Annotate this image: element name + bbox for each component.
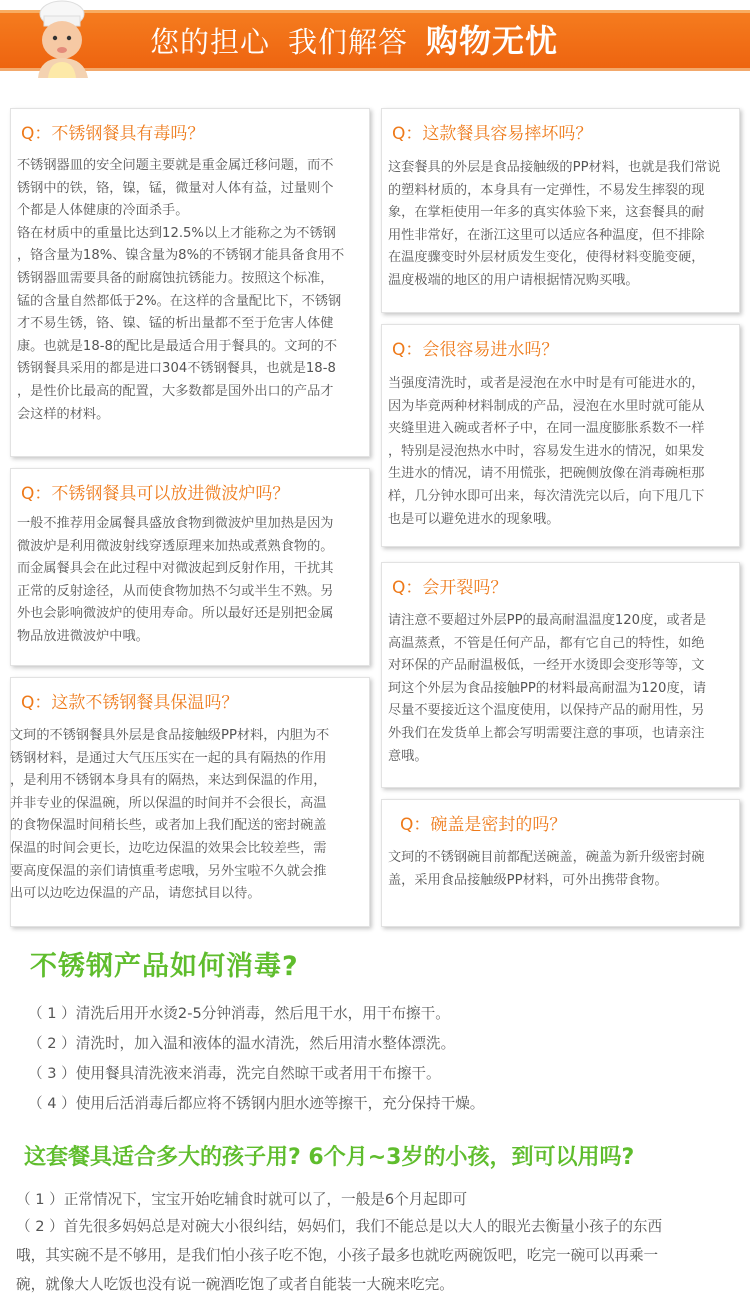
faq-question: Q：不锈钢餐具可以放进微波炉吗？ [21,484,290,504]
banner-title-part3: 购物无忧 [426,22,559,60]
faq-card-water [381,324,740,547]
banner-title-part1: 您的担心 [150,25,271,59]
age-title: 这套餐具适合多大的孩子用? 6个月~3岁的小孩，到可以用吗? [24,1145,635,1170]
faq-question: Q：碗盖是密封的吗？ [400,815,567,835]
faq-answer: 一般不推荐用金属餐具盛放食物到微波炉里加热是因为 微波炉是利用微波射线穿透原理来加热或煮熟食物的。 而金属餐具会在此过程中对微波起到反射作用，干扰其 正常的反射途径，从而使食物加热不匀或半生不熟。另 外也会影响微波炉的使用寿命。所以最好还是别把金属 物品放进微波炉中哦。 [17,516,334,644]
faq-card-insulation [10,677,370,927]
faq-question: Q：会很容易进水吗？ [392,340,559,360]
faq-question: Q：这款不锈钢餐具保温吗？ [21,693,239,713]
disinfect-title: 不锈钢产品如何消毒? [30,951,299,982]
disinfect-step: （ 1 ）清洗后用开水烫2-5分钟消毒，然后甩干水，用干布擦干。 [28,1005,450,1022]
faq-answer: 不锈钢器皿的安全问题主要就是重金属迁移问题，而不 锈钢中的铁，铬，镍，锰，微量对人体有益，过量则个 个都是人体健康的冷面杀手。 铬在材质中的重量比达到12.5%以上才能称之为不锈钢 ，铬含量为18%、镍含量为8%的不锈钢才能具备食用不 锈钢器皿需要具备的耐腐蚀抗锈能力。按照这个标准， 锰的含量自然都低于2%。在这样的含量配比下，不锈钢 才不易生锈，铬、镍、锰的析出量都不至于危害人体健 康。也就是18-8的配比是最适合用于餐具的。文珂的不 锈钢餐具采用的都是进口304不锈钢餐具，也就是18-8 ，是性价比最高的配置，大多数都是国外出口的产品才 会这样的材料。 [17,158,345,422]
faq-card-toxic [10,108,370,457]
disinfect-step: （ 2 ）清洗时，加入温和液体的温水清洗，然后用清水整体漂洗。 [28,1035,456,1052]
banner-title-part2: 我们解答 [288,25,409,59]
banner-title [150,12,558,70]
faq-card-break [381,108,740,313]
age-item-1: （ 1 ）正常情况下，宝宝开始吃辅食时就可以了，一般是6个月起即可 [16,1191,468,1208]
faq-card-crack [381,562,740,788]
disinfect-step: （ 3 ）使用餐具清洗液来消毒，洗完自然晾干或者用干布擦干。 [28,1065,441,1082]
age-item-2: （ 2 ）首先很多妈妈总是对碗大小很纠结，妈妈们，我们不能总是以大人的眼光去衡量小孩子的东西 哦，其实碗不是不够用，是我们怕小孩子吃不饱，小孩子最多也就吃两碗饭吧，吃完一碗可以再乘一 碗，就像大人吃饭也没有说一碗酒吃饱了或者自能装一大碗来吃完。 [16,1218,663,1293]
baby-chef-image [10,0,110,78]
faq-answer: 文珂的不锈钢餐具外层是食品接触级PP材料，内胆为不 锈钢材料，是通过大气压压实在一起的具有隔热的作用 ，是利用不锈钢本身具有的隔热，来达到保温的作用， 并非专业的保温碗，所以保温的时间并不会很长，高温 的食物保温时间稍长些，或者加上我们配送的密封碗盖 保温的时间会更长，边吃边保温的效果会比较差些，需 要高度保温的亲们请慎重考虑哦，另外宝啦不久就会推 出可以边吃边保温的产品，请您拭目以待。 [10,728,330,902]
faq-answer: 这套餐具的外层是食品接触级的PP材料，也就是我们常说 的塑料材质的，本身具有一定弹性，不易发生摔裂的现 象，在掌柜使用一年多的真实体验下来，这套餐具的耐 用性非常好，在浙江这里可以适应各种温度，但不排除 在温度骤变时外层材质发生变化，使得材料变脆变硬， 温度极端的地区的用户请根据情况购买哦。 [388,160,721,288]
faq-question: Q：不锈钢餐具有毒吗？ [21,124,205,144]
disinfect-step: （ 4 ）使用后活消毒后都应将不锈钢内胆水迹等擦干，充分保持干燥。 [28,1095,485,1112]
faq-answer: 文珂的不锈钢碗目前都配送碗盖，碗盖为新升级密封碗 盖，采用食品接触级PP材料，可外出携带食物。 [388,850,705,888]
banner [0,0,750,78]
faq-answer: 当强度清洗时，或者是浸泡在水中时是有可能进水的， 因为毕竟两种材料制成的产品，浸泡在水里时就可能从 夹缝里进入碗或者杯子中，在同一温度膨胀系数不一样 ，特别是浸泡热水中时，容易发生进水的情况，如果发 生进水的情况，请不用慌张，把碗侧放像在消毒碗柜那 样，几分钟水即可出来，每次清洗完以后，向下甩几下 也是可以避免进水的现象哦。 [388,376,705,527]
faq-question: Q：这款餐具容易摔坏吗？ [392,124,593,144]
faq-card-microwave [10,468,370,666]
faq-question: Q：会开裂吗？ [392,578,508,598]
faq-answer: 请注意不要超过外层PP的最高耐温温度120度，或者是 高温蒸煮，不管是任何产品，都有它自己的特性，如绝 对环保的产品耐温极低，一经开水烫即会变形等等，文 珂这个外层为食品接触PP的材料最高耐温为120度，请 尽量不要接近这个温度使用，以保持产品的耐用性，另 外我们在发货单上都会写明需要注意的事项，也请亲注 意哦。 [388,613,707,764]
faq-card-lid [381,799,740,927]
